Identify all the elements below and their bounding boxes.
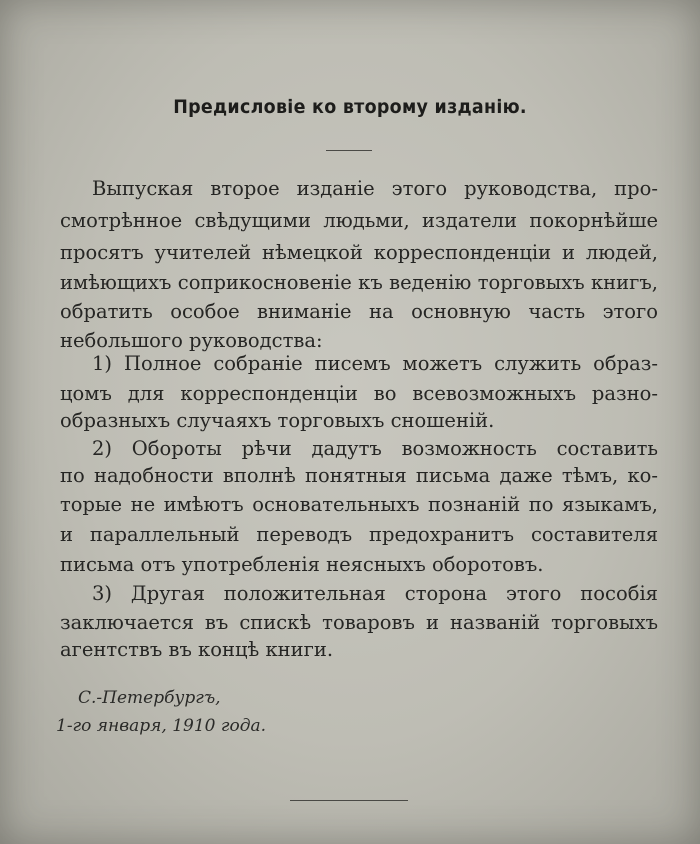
text-line: небольшого руководства: [60, 329, 323, 352]
text-line: агентствъ въ концѣ книги. [60, 638, 334, 661]
text-line: и параллельный переводъ предохранитъ составителя [60, 523, 658, 546]
text-line: по надобности вполнѣ понятныя письма даже тѣмъ, ко- [60, 464, 658, 487]
text-line: Выпуская второе изданіе этого руководства, про- [92, 177, 658, 200]
signature-place: С.-Петербургъ, [78, 688, 221, 708]
text-line: имѣющихъ соприкосновеніе къ веденію торговыхъ книгъ, [60, 271, 658, 294]
text-line: обратить особое вниманіе на основную часть этого [60, 300, 658, 323]
bottom-divider [290, 800, 408, 801]
text-line: просятъ учителей нѣмецкой корреспонденціи и людей, [60, 241, 658, 264]
text-line: торые не имѣютъ основательныхъ познаній по языкамъ, [60, 493, 658, 516]
signature-date: 1-го января, 1910 года. [56, 716, 267, 736]
text-line: 1) Полное собраніе писемъ можетъ служить образ- [92, 352, 658, 375]
text-line: 2) Обороты рѣчи дадутъ возможность составить [92, 437, 658, 460]
text-line: смотрѣнное свѣдущими людьми, издатели покорнѣйше [60, 209, 658, 232]
page-title: Предисловіе ко второму изданію. [173, 96, 527, 118]
title-divider [326, 150, 372, 151]
text-line: 3) Другая положительная сторона этого пособія [92, 582, 658, 605]
text-line: письма отъ употребленія неясныхъ оборотовъ. [60, 553, 544, 576]
text-line: цомъ для корреспонденціи во всевозможныхъ разно- [60, 382, 658, 405]
text-line: заключается въ спискѣ товаровъ и названій торговыхъ [60, 611, 658, 634]
text-line: образныхъ случаяхъ торговыхъ сношеній. [60, 409, 495, 432]
